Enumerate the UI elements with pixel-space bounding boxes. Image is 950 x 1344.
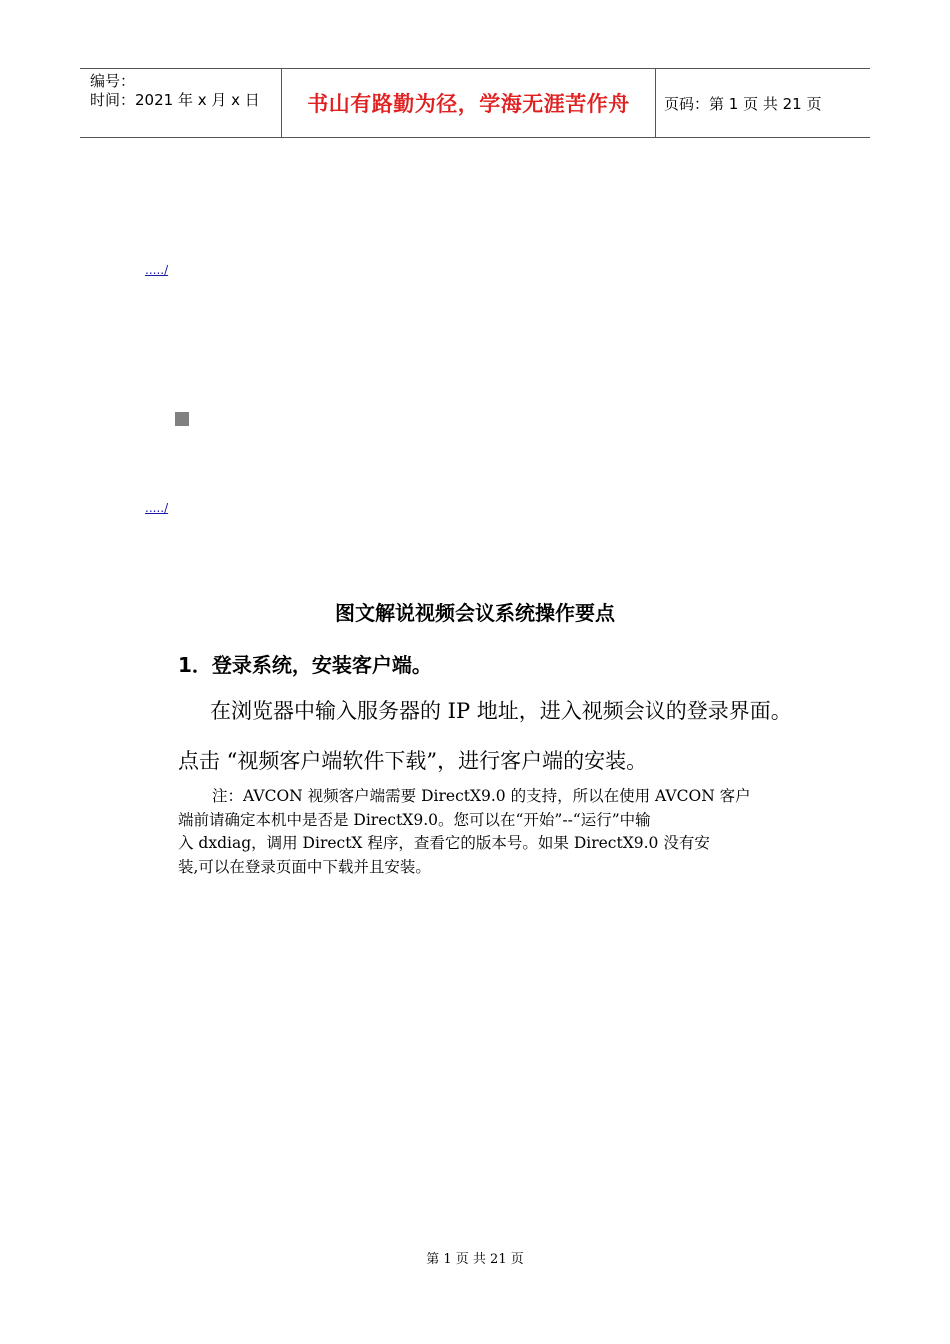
gray-square-icon: [175, 412, 189, 426]
document-number-label: 编号：: [90, 72, 136, 90]
document-time-label: 时间：2021 年 x 月 x 日: [90, 91, 260, 109]
link-second[interactable]: ...../: [145, 501, 169, 515]
note-line: 入 dxdiag，调用 DirectX 程序，查看它的版本号。如果 DirectX9.0 没有安: [178, 834, 710, 852]
note-line: 端前请确定本机中是否是 DirectX9.0。您可以在“开始”--“运行”中输: [178, 810, 651, 829]
note-line: 注：AVCON 视频客户端需要 DirectX9.0 的支持，所以在使用 AVCON 客户: [212, 787, 751, 805]
paragraph-login: 在浏览器中输入服务器的 IP 地址，进入视频会议的登录界面。: [210, 699, 792, 723]
header-page-cell: [655, 69, 870, 137]
document-header: [80, 68, 870, 138]
note-block: [178, 785, 818, 879]
link-first[interactable]: ...../: [145, 263, 169, 277]
document-title: 图文解说视频会议系统操作要点: [335, 601, 615, 625]
paragraph-download: 点击 “视频客户端软件下载”，进行客户端的安装。: [178, 749, 648, 773]
header-page-info: 页码：第 1 页 共 21 页: [664, 94, 822, 113]
header-motto: 书山有路勤为径，学海无涯苦作舟: [307, 92, 630, 116]
header-meta-cell: [80, 69, 281, 137]
header-motto-cell: [281, 69, 656, 137]
section-heading: 1．登录系统，安装客户端。: [178, 653, 432, 677]
note-line: 装,可以在登录页面中下载并且安装。: [178, 857, 431, 876]
page-footer: 第 1 页 共 21 页: [426, 1252, 524, 1267]
